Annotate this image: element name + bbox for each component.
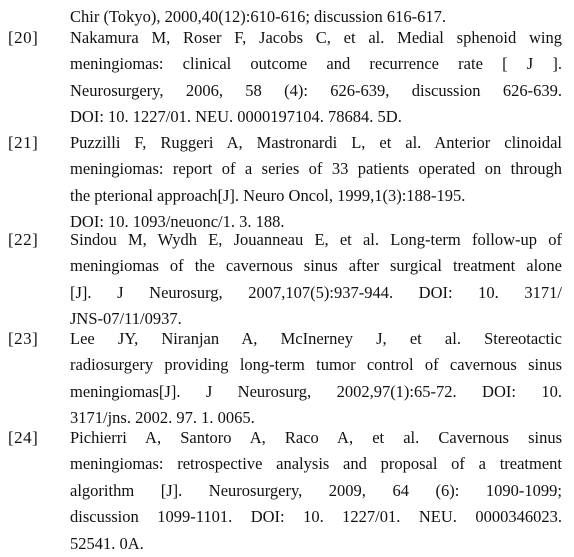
reference-line: meningiomas[J]. J Neurosurg, 2002,97(1):65-72. DOI: 10. bbox=[70, 381, 562, 401]
reference-line: the pterional approach[J]. Neuro Oncol, 1999,1(3):188-195. bbox=[70, 185, 466, 205]
reference-text bbox=[70, 326, 562, 432]
reference-line: 3171/jns. 2002. 97. 1. 0065. bbox=[70, 408, 255, 428]
reference-line: JNS-07/11/0937. bbox=[70, 309, 182, 329]
reference-number: [24] bbox=[8, 428, 39, 447]
reference-line: meningiomas of the cavernous sinus after surgical treatment alone bbox=[70, 256, 562, 276]
reference-text bbox=[70, 227, 562, 333]
reference-line: 52541. 0A. bbox=[70, 533, 144, 553]
reference-text bbox=[70, 25, 562, 131]
reference-line: Lee JY, Niranjan A, McInerney J, et al. Stereotactic bbox=[70, 329, 562, 348]
reference-number: [23] bbox=[8, 329, 39, 348]
reference-line: meningiomas: clinical outcome and recurrence rate [ J ]. bbox=[70, 54, 562, 74]
reference-line: algorithm [J]. Neurosurgery, 2009, 64 (6): 1090-1099; bbox=[70, 480, 562, 500]
reference-number: [20] bbox=[8, 28, 39, 47]
reference-line: Puzzilli F, Ruggeri A, Mastronardi L, et al. Anterior clinoidal bbox=[70, 133, 562, 152]
reference-line: radiosurgery providing long-term tumor control of cavernous sinus bbox=[70, 355, 562, 375]
reference-number: [21] bbox=[8, 133, 39, 152]
reference-line: Neurosurgery, 2006, 58 (4): 626-639, discussion 626-639. bbox=[70, 80, 562, 100]
reference-number: [22] bbox=[8, 230, 39, 249]
reference-line: meningiomas: retrospective analysis and proposal of a treatment bbox=[70, 454, 562, 474]
reference-line: Chir (Tokyo), 2000,40(12):610-616; discussion 616-617. bbox=[70, 7, 447, 26]
reference-line: Sindou M, Wydh E, Jouanneau E, et al. Long-term follow-up of bbox=[70, 230, 562, 249]
reference-line: DOI: 10. 1227/01. NEU. 0000197104. 78684. 5D. bbox=[70, 107, 402, 127]
reference-line: Pichierri A, Santoro A, Raco A, et al. Cavernous sinus bbox=[70, 428, 562, 447]
reference-line: discussion 1099-1101. DOI: 10. 1227/01. NEU. 0000346023. bbox=[70, 507, 562, 527]
reference-line: meningiomas: report of a series of 33 patients operated on through bbox=[70, 159, 562, 179]
reference-text bbox=[70, 130, 562, 236]
reference-text bbox=[70, 425, 562, 557]
reference-line: [J]. J Neurosurg, 2007,107(5):937-944. DOI: 10. 3171/ bbox=[70, 282, 562, 302]
reference-line: Nakamura M, Roser F, Jacobs C, et al. Medial sphenoid wing bbox=[70, 28, 562, 47]
reference-line: DOI: 10. 1093/neuonc/1. 3. 188. bbox=[70, 212, 285, 232]
